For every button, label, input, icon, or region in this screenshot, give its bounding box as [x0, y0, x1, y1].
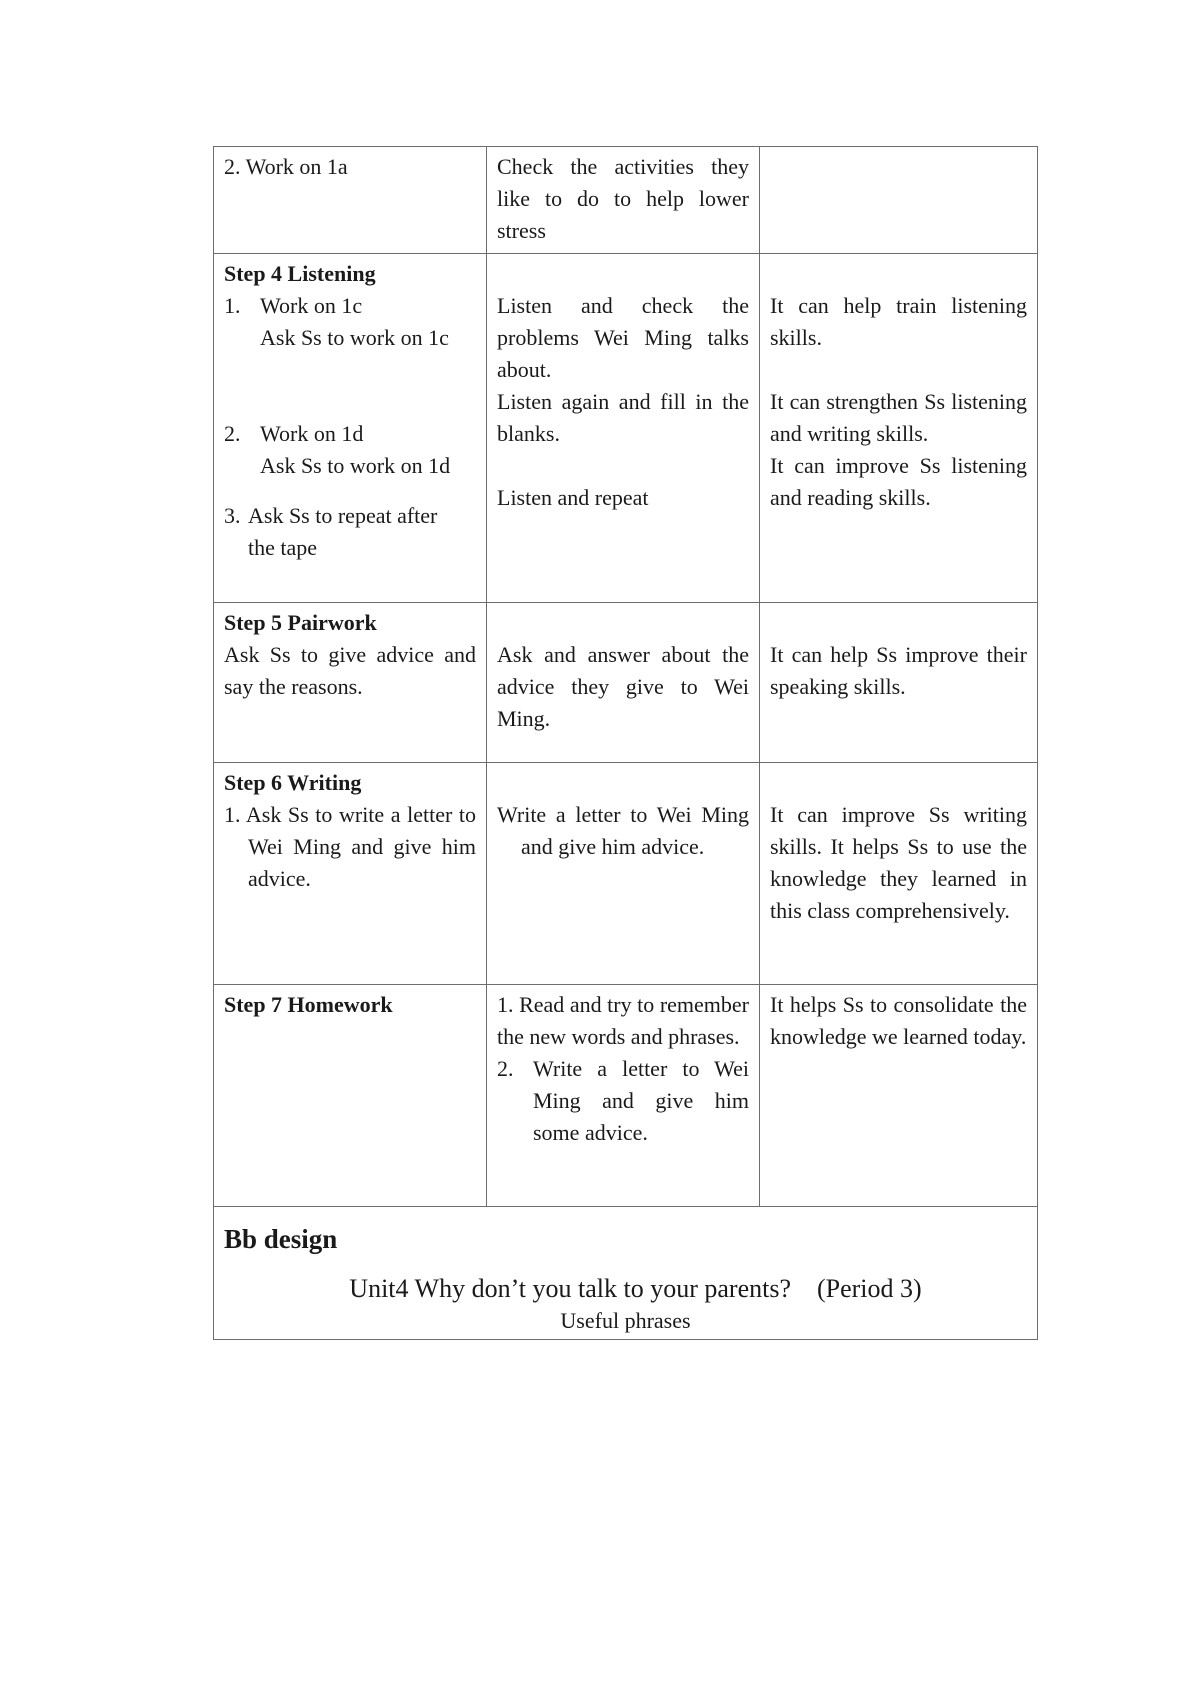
student-activity-text: Write a letter to Wei Ming and give him advice.: [497, 802, 749, 859]
table-row: [214, 763, 1038, 985]
student-activity-cell: [487, 254, 760, 603]
student-activity-cell: [487, 147, 760, 254]
purpose-text: It helps Ss to consolidate the knowledge we learned today.: [770, 992, 1027, 1049]
purpose-text: It can improve Ss writing skills. It helps Ss to use the knowledge they learned in this class comprehensively.: [770, 802, 1027, 923]
purpose-cell: [760, 147, 1038, 254]
activity-text: 1. Ask Ss to write a letter to Wei Ming and give him advice.: [224, 802, 476, 891]
list-item: [224, 418, 476, 450]
purpose-text: It can improve Ss listening and reading skills.: [770, 453, 1027, 510]
list-number: 2.: [497, 1056, 514, 1081]
list-subtext: the tape: [248, 535, 318, 560]
list-number: 1.: [224, 293, 241, 318]
student-activity-cell: [487, 985, 760, 1207]
purpose-text: It can strengthen Ss listening and writing skills.: [770, 389, 1027, 446]
list-number: 2.: [224, 421, 241, 446]
bb-unit-title: Unit4 Why don’t you talk to your parents? (Period 3): [349, 1274, 922, 1303]
purpose-cell: [760, 763, 1038, 985]
bb-useful-phrases: Useful phrases: [560, 1308, 691, 1333]
table-row: [214, 254, 1038, 603]
activity-text: 2. Work on 1a: [224, 154, 348, 179]
list-item: [224, 290, 476, 322]
list-number: 3.: [224, 503, 241, 528]
list-subtext: Ask Ss to work on 1d: [260, 453, 451, 478]
purpose-text: It can help Ss improve their speaking skills.: [770, 642, 1027, 699]
table-row: [214, 603, 1038, 763]
teacher-activity-cell: [214, 603, 487, 763]
bb-design-cell: [214, 1207, 1038, 1340]
list-subtext: Ask Ss to work on 1c: [260, 325, 449, 350]
purpose-text: It can help train listening skills.: [770, 293, 1027, 350]
teacher-activity-cell: [214, 985, 487, 1207]
list-text: Work on 1d: [260, 421, 364, 446]
list-text: Work on 1c: [260, 293, 363, 318]
bb-design-title: Bb design: [224, 1224, 338, 1254]
student-activity-text: Listen again and fill in the blanks.: [497, 389, 749, 446]
step-heading: Step 7 Homework: [224, 992, 393, 1017]
list-item: [497, 989, 749, 1053]
list-text: Ask Ss to repeat after: [248, 503, 438, 528]
student-activity-cell: [487, 763, 760, 985]
student-activity-text: Ask and answer about the advice they give to Wei Ming.: [497, 642, 749, 731]
list-item: [497, 1053, 749, 1149]
teacher-activity-cell: [214, 147, 487, 254]
activity-text: Ask Ss to give advice and say the reasons.: [224, 642, 476, 699]
lesson-plan-table: [213, 146, 1038, 1340]
step-heading: Step 6 Writing: [224, 770, 362, 795]
student-activity-text: Listen and repeat: [497, 485, 649, 510]
lesson-plan-page: [213, 146, 1037, 1340]
list-item: [224, 500, 476, 532]
purpose-cell: [760, 603, 1038, 763]
purpose-cell: [760, 985, 1038, 1207]
list-text: Read and try to remember the new words and phrases.: [497, 992, 749, 1049]
student-activity-text: Check the activities they like to do to help lower stress: [497, 154, 749, 243]
teacher-activity-cell: [214, 254, 487, 603]
step-heading: Step 4 Listening: [224, 261, 376, 286]
table-row: [214, 1207, 1038, 1340]
list-number: 1.: [497, 992, 514, 1017]
step-heading: Step 5 Pairwork: [224, 610, 377, 635]
table-row: [214, 985, 1038, 1207]
table-row: [214, 147, 1038, 254]
list-text: Write a letter to Wei Ming and give him some advice.: [533, 1056, 749, 1145]
student-activity-cell: [487, 603, 760, 763]
teacher-activity-cell: [214, 763, 487, 985]
student-activity-text: Listen and check the problems Wei Ming talks about.: [497, 293, 749, 382]
purpose-cell: [760, 254, 1038, 603]
